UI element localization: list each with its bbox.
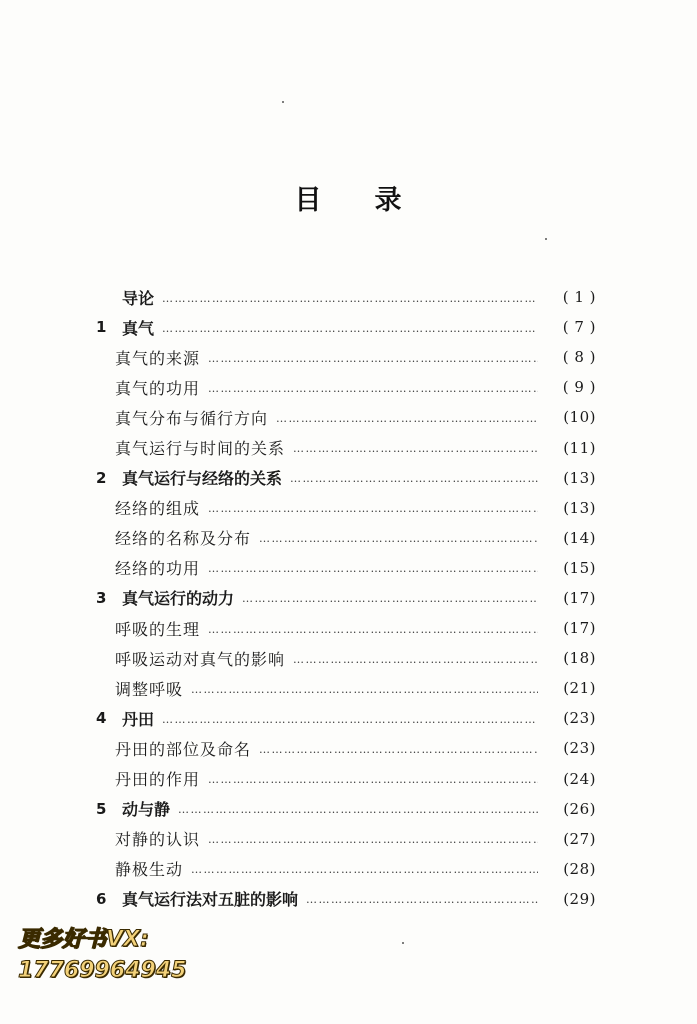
toc-entry-label: 经络的组成 (115, 499, 201, 519)
toc-page-number: (28) (563, 859, 596, 878)
toc-entry-label: 调整呼吸 (115, 679, 184, 699)
toc-page-number: (18) (563, 649, 596, 668)
toc-entry-label: 真气运行与时间的关系 (115, 439, 286, 459)
toc-dot-leader (208, 353, 538, 364)
toc-chapter-row (96, 884, 596, 914)
toc-section-row (96, 764, 596, 794)
toc-chapter-number: 1 (96, 318, 107, 337)
watermark-line-2: 17769964945 (18, 958, 187, 983)
toc-chapter-row (96, 703, 596, 733)
toc-dot-leader (290, 473, 538, 484)
toc-chapter-number: 5 (96, 799, 107, 818)
toc-chapter-row (96, 282, 596, 312)
table-of-contents (96, 282, 596, 914)
scan-speck (282, 101, 284, 103)
toc-dot-leader (191, 684, 538, 695)
toc-entry-label: 丹田的作用 (115, 770, 201, 790)
toc-chapter-row (96, 583, 596, 613)
toc-section-row (96, 493, 596, 523)
toc-page-number: (29) (563, 889, 596, 908)
toc-dot-leader (208, 834, 538, 845)
toc-section-row (96, 613, 596, 643)
toc-entry-label: 静极生动 (115, 860, 184, 880)
title-char-1: 目 (294, 185, 323, 216)
toc-entry-label: 真气分布与循行方向 (115, 408, 269, 428)
title-char-2: 录 (374, 185, 403, 216)
toc-page-number: (13) (563, 468, 596, 487)
toc-dot-leader (242, 593, 538, 604)
toc-page-number: (17) (563, 619, 596, 638)
watermark-line-1: 更多好书VX: (18, 927, 149, 952)
toc-page-number: (21) (563, 679, 596, 698)
toc-page-number: (17) (563, 588, 596, 607)
toc-chapter-number: 3 (96, 588, 107, 607)
toc-chapter-number: 2 (96, 468, 107, 487)
toc-dot-leader (259, 533, 538, 544)
toc-section-row (96, 432, 596, 462)
toc-entry-label: 真气运行的动力 (122, 589, 235, 609)
toc-entry-label: 真气的来源 (115, 348, 201, 368)
scan-speck (402, 942, 404, 944)
toc-chapter-row (96, 463, 596, 493)
toc-entry-label: 真气运行法对五脏的影响 (122, 890, 299, 910)
toc-section-row (96, 553, 596, 583)
toc-section-row (96, 824, 596, 854)
toc-page-number: (23) (563, 739, 596, 758)
toc-page-number: (24) (563, 769, 596, 788)
toc-dot-leader (306, 894, 538, 905)
toc-dot-leader (208, 383, 538, 394)
toc-dot-leader (208, 624, 538, 635)
toc-section-row (96, 673, 596, 703)
toc-dot-leader (208, 503, 538, 514)
toc-page-number: (15) (563, 558, 596, 577)
toc-section-row (96, 733, 596, 763)
toc-dot-leader (293, 443, 538, 454)
toc-dot-leader (276, 413, 538, 424)
toc-page-number: ( 9 ) (562, 378, 596, 397)
toc-chapter-number: 4 (96, 709, 107, 728)
toc-page-number: (23) (563, 709, 596, 728)
toc-page-number: (27) (563, 829, 596, 848)
toc-page-number: (13) (563, 498, 596, 517)
toc-entry-label: 真气运行与经络的关系 (122, 469, 283, 489)
toc-entry-label: 丹田的部位及命名 (115, 739, 252, 759)
toc-page-number: ( 8 ) (562, 348, 596, 367)
page-title (0, 178, 697, 217)
toc-entry-label: 真气 (122, 318, 155, 338)
watermark (18, 924, 186, 986)
toc-entry-label: 呼吸运动对真气的影响 (115, 649, 286, 669)
toc-entry-label: 真气的功用 (115, 378, 201, 398)
toc-dot-leader (208, 563, 538, 574)
toc-entry-label: 呼吸的生理 (115, 619, 201, 639)
toc-section-row (96, 372, 596, 402)
toc-page-number: ( 1 ) (562, 288, 596, 307)
toc-dot-leader (293, 654, 538, 665)
toc-entry-label: 丹田 (122, 709, 155, 729)
toc-section-row (96, 342, 596, 372)
toc-dot-leader (178, 804, 538, 815)
toc-chapter-number: 6 (96, 889, 107, 908)
toc-page-number: (14) (563, 528, 596, 547)
toc-dot-leader (191, 864, 538, 875)
toc-dot-leader (259, 744, 538, 755)
toc-section-row (96, 854, 596, 884)
toc-dot-leader (162, 714, 538, 725)
toc-entry-label: 经络的名称及分布 (115, 529, 252, 549)
toc-entry-label: 对静的认识 (115, 830, 201, 850)
toc-chapter-row (96, 794, 596, 824)
toc-page-number: (11) (563, 438, 596, 457)
toc-section-row (96, 643, 596, 673)
toc-section-row (96, 402, 596, 432)
toc-entry-label: 经络的功用 (115, 559, 201, 579)
toc-page-number: (10) (563, 408, 596, 427)
toc-dot-leader (162, 293, 538, 304)
toc-dot-leader (208, 774, 538, 785)
toc-entry-label: 动与静 (122, 800, 171, 820)
scan-speck (545, 238, 547, 240)
toc-chapter-row (96, 312, 596, 342)
toc-section-row (96, 523, 596, 553)
toc-entry-label: 导论 (122, 288, 155, 308)
toc-page-number: ( 7 ) (562, 318, 596, 337)
toc-dot-leader (162, 323, 538, 334)
toc-page-number: (26) (563, 799, 596, 818)
